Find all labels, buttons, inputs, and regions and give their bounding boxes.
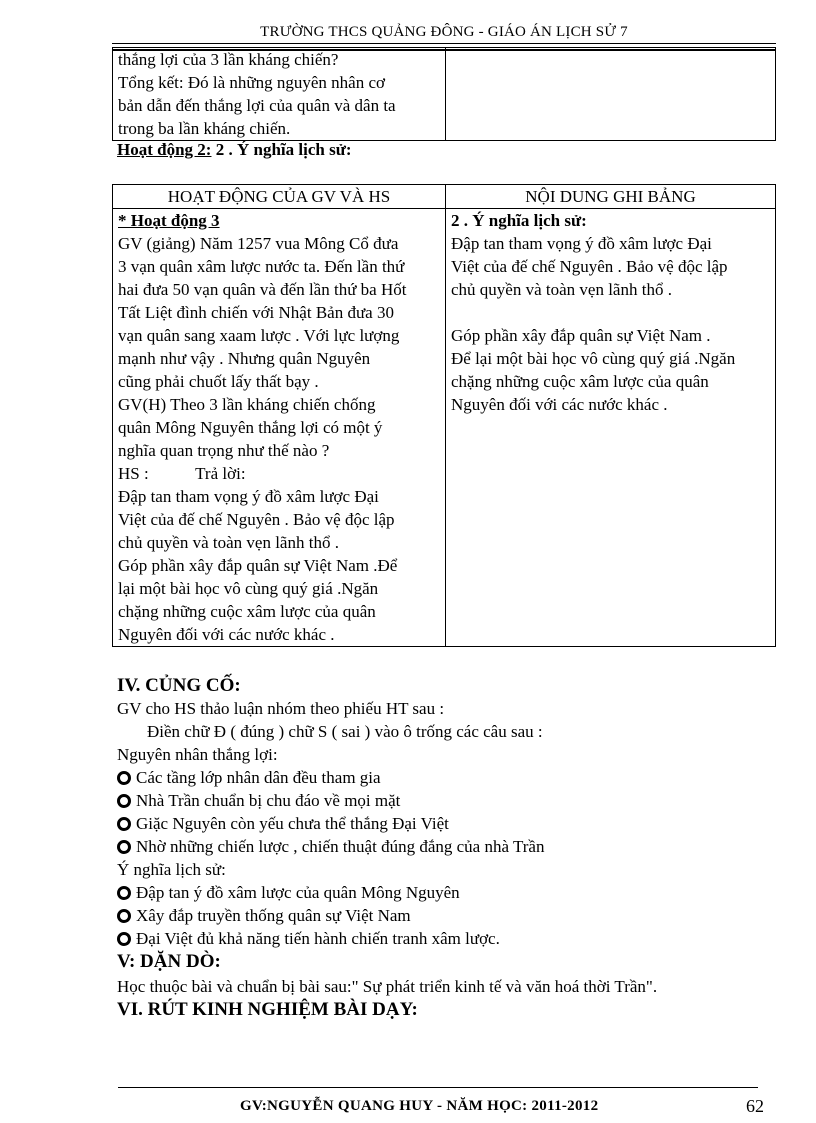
meaning-text: Đại Việt đủ khả năng tiến hành chiến tranh xâm lược. [136,929,500,948]
continuation-right-cell [446,48,776,141]
footer-rule [118,1087,758,1088]
continuation-line: trong ba lần kháng chiến. [118,119,291,138]
board-heading: 2 . Ý nghĩa lịch sử: [451,211,587,230]
continuation-line: Tổng kết: Đó là những nguyên nhân cơ [118,73,386,92]
activity-line: chặng những cuộc xâm lược của quân [118,602,376,621]
section-5-line: Học thuộc bài và chuẩn bị bài sau:" Sự phát triển kinh tế và văn hoá thời Trần". [117,977,658,996]
board-line: chủ quyền và toàn vẹn lãnh thổ . [451,280,672,299]
activity-3-heading: * Hoạt động 3 [118,211,220,230]
cause-text: Nhờ những chiến lược , chiến thuật đúng đắng của nhà Trần [136,837,545,856]
meaning-item [117,881,544,904]
activity-line: Nguyên đối với các nước khác . [118,625,335,644]
col-header-board-content: NỘI DUNG GHI BẢNG [446,185,776,209]
activity-line: quân Mông Nguyên thắng lợi có một ý [118,418,383,437]
page-number: 62 [746,1096,764,1116]
causes-label: Nguyên nhân thắng lợi: [117,745,278,764]
circle-bullet-icon [117,932,131,946]
cause-item [117,766,544,789]
activity-line: Đập tan tham vọng ý đồ xâm lược Đại [118,487,379,506]
meaning-item [117,904,544,927]
circle-bullet-icon [117,817,131,831]
meaning-label: Ý nghĩa lịch sử: [117,860,226,879]
cause-text: Giặc Nguyên còn yếu chưa thể thắng Đại Việt [136,814,449,833]
activity-line: lại một bài học vô cùng quý giá .Ngăn [118,579,379,598]
activity-line: HS : Trả lời: [118,464,246,483]
cause-item [117,812,544,835]
activity-line: 3 vạn quân xâm lược nước ta. Đến lần thứ [118,257,405,276]
board-line: Nguyên đối với các nước khác . [451,395,668,414]
activity-line: nghĩa quan trọng như thế nào ? [118,441,330,460]
activity-line: GV (giảng) Năm 1257 vua Mông Cổ đưa [118,234,399,253]
page-header: TRƯỜNG THCS QUẢNG ĐÔNG - GIÁO ÁN LỊCH SỬ 7 [112,24,776,44]
cause-item [117,835,544,858]
meaning-text: Đập tan ý đồ xâm lược của quân Mông Nguyên [136,883,460,902]
circle-bullet-icon [117,771,131,785]
activity-line: mạnh như vậy . Nhưng quân Nguyên [118,349,371,368]
section-4-body [117,697,544,950]
lesson-table [112,184,776,647]
continuation-line: bản dẫn đến thắng lợi của quân và dân ta [118,96,396,115]
cause-text: Các tầng lớp nhân dân đều tham gia [136,768,381,787]
board-content-cell [446,209,776,647]
activity-line: Tất Liệt đình chiến với Nhật Bản đưa 30 [118,303,394,322]
section-4-instruction: Điền chữ Đ ( đúng ) chữ S ( sai ) vào ô trống các câu sau : [147,722,543,741]
circle-bullet-icon [117,794,131,808]
activity-line: chủ quyền và toàn vẹn lãnh thổ . [118,533,339,552]
continuation-line: thắng lợi của 3 lần kháng chiến? [118,50,339,69]
continuation-left-cell [113,48,446,141]
activity-line: cũng phải chuốt lấy thất bạy . [118,372,319,391]
meaning-text: Xây đắp truyền thống quân sự Việt Nam [136,906,411,925]
cause-item [117,789,544,812]
continuation-table [112,47,776,141]
board-line: Góp phần xây đắp quân sự Việt Nam . [451,326,711,345]
activity-line: hai đưa 50 vạn quân và đến lần thứ ba Hốt [118,280,407,299]
activity-2-title: 2 . Ý nghĩa lịch sử: [211,140,352,159]
board-line: Đập tan tham vọng ý đồ xâm lược Đại [451,234,712,253]
circle-bullet-icon [117,886,131,900]
section-4-line: GV cho HS thảo luận nhóm theo phiếu HT sau : [117,699,445,718]
section-6-title: VI. RÚT KINH NGHIỆM BÀI DẠY: [117,999,418,1020]
board-line: Để lại một bài học vô cùng quý giá .Ngăn [451,349,736,368]
board-line: Việt của đế chế Nguyên . Bảo vệ độc lập [451,257,728,276]
circle-bullet-icon [117,909,131,923]
activity-line: Việt của đế chế Nguyên . Bảo vệ độc lập [118,510,395,529]
activity-line: Góp phần xây đắp quân sự Việt Nam .Để [118,556,398,575]
footer-text: GV:NGUYỄN QUANG HUY - NĂM HỌC: 2011-2012 [240,1098,599,1114]
board-line [451,301,770,324]
activity-line: GV(H) Theo 3 lần kháng chiến chống [118,395,376,414]
activity-line: vạn quân sang xaam lược . Với lực lượng [118,326,400,345]
section-4-title: IV. CỦNG CỐ: [117,675,241,696]
section-5-title: V: DẶN DÒ: [117,951,221,972]
circle-bullet-icon [117,840,131,854]
board-line: chặng những cuộc xâm lược của quân [451,372,709,391]
cause-text: Nhà Trần chuẩn bị chu đáo về mọi mặt [136,791,401,810]
activity-2-heading [117,140,352,160]
col-header-activities: HOẠT ĐỘNG CỦA GV VÀ HS [113,185,446,209]
activities-cell [113,209,446,647]
activity-2-label: Hoạt động 2: [117,140,212,159]
meaning-item [117,927,544,950]
